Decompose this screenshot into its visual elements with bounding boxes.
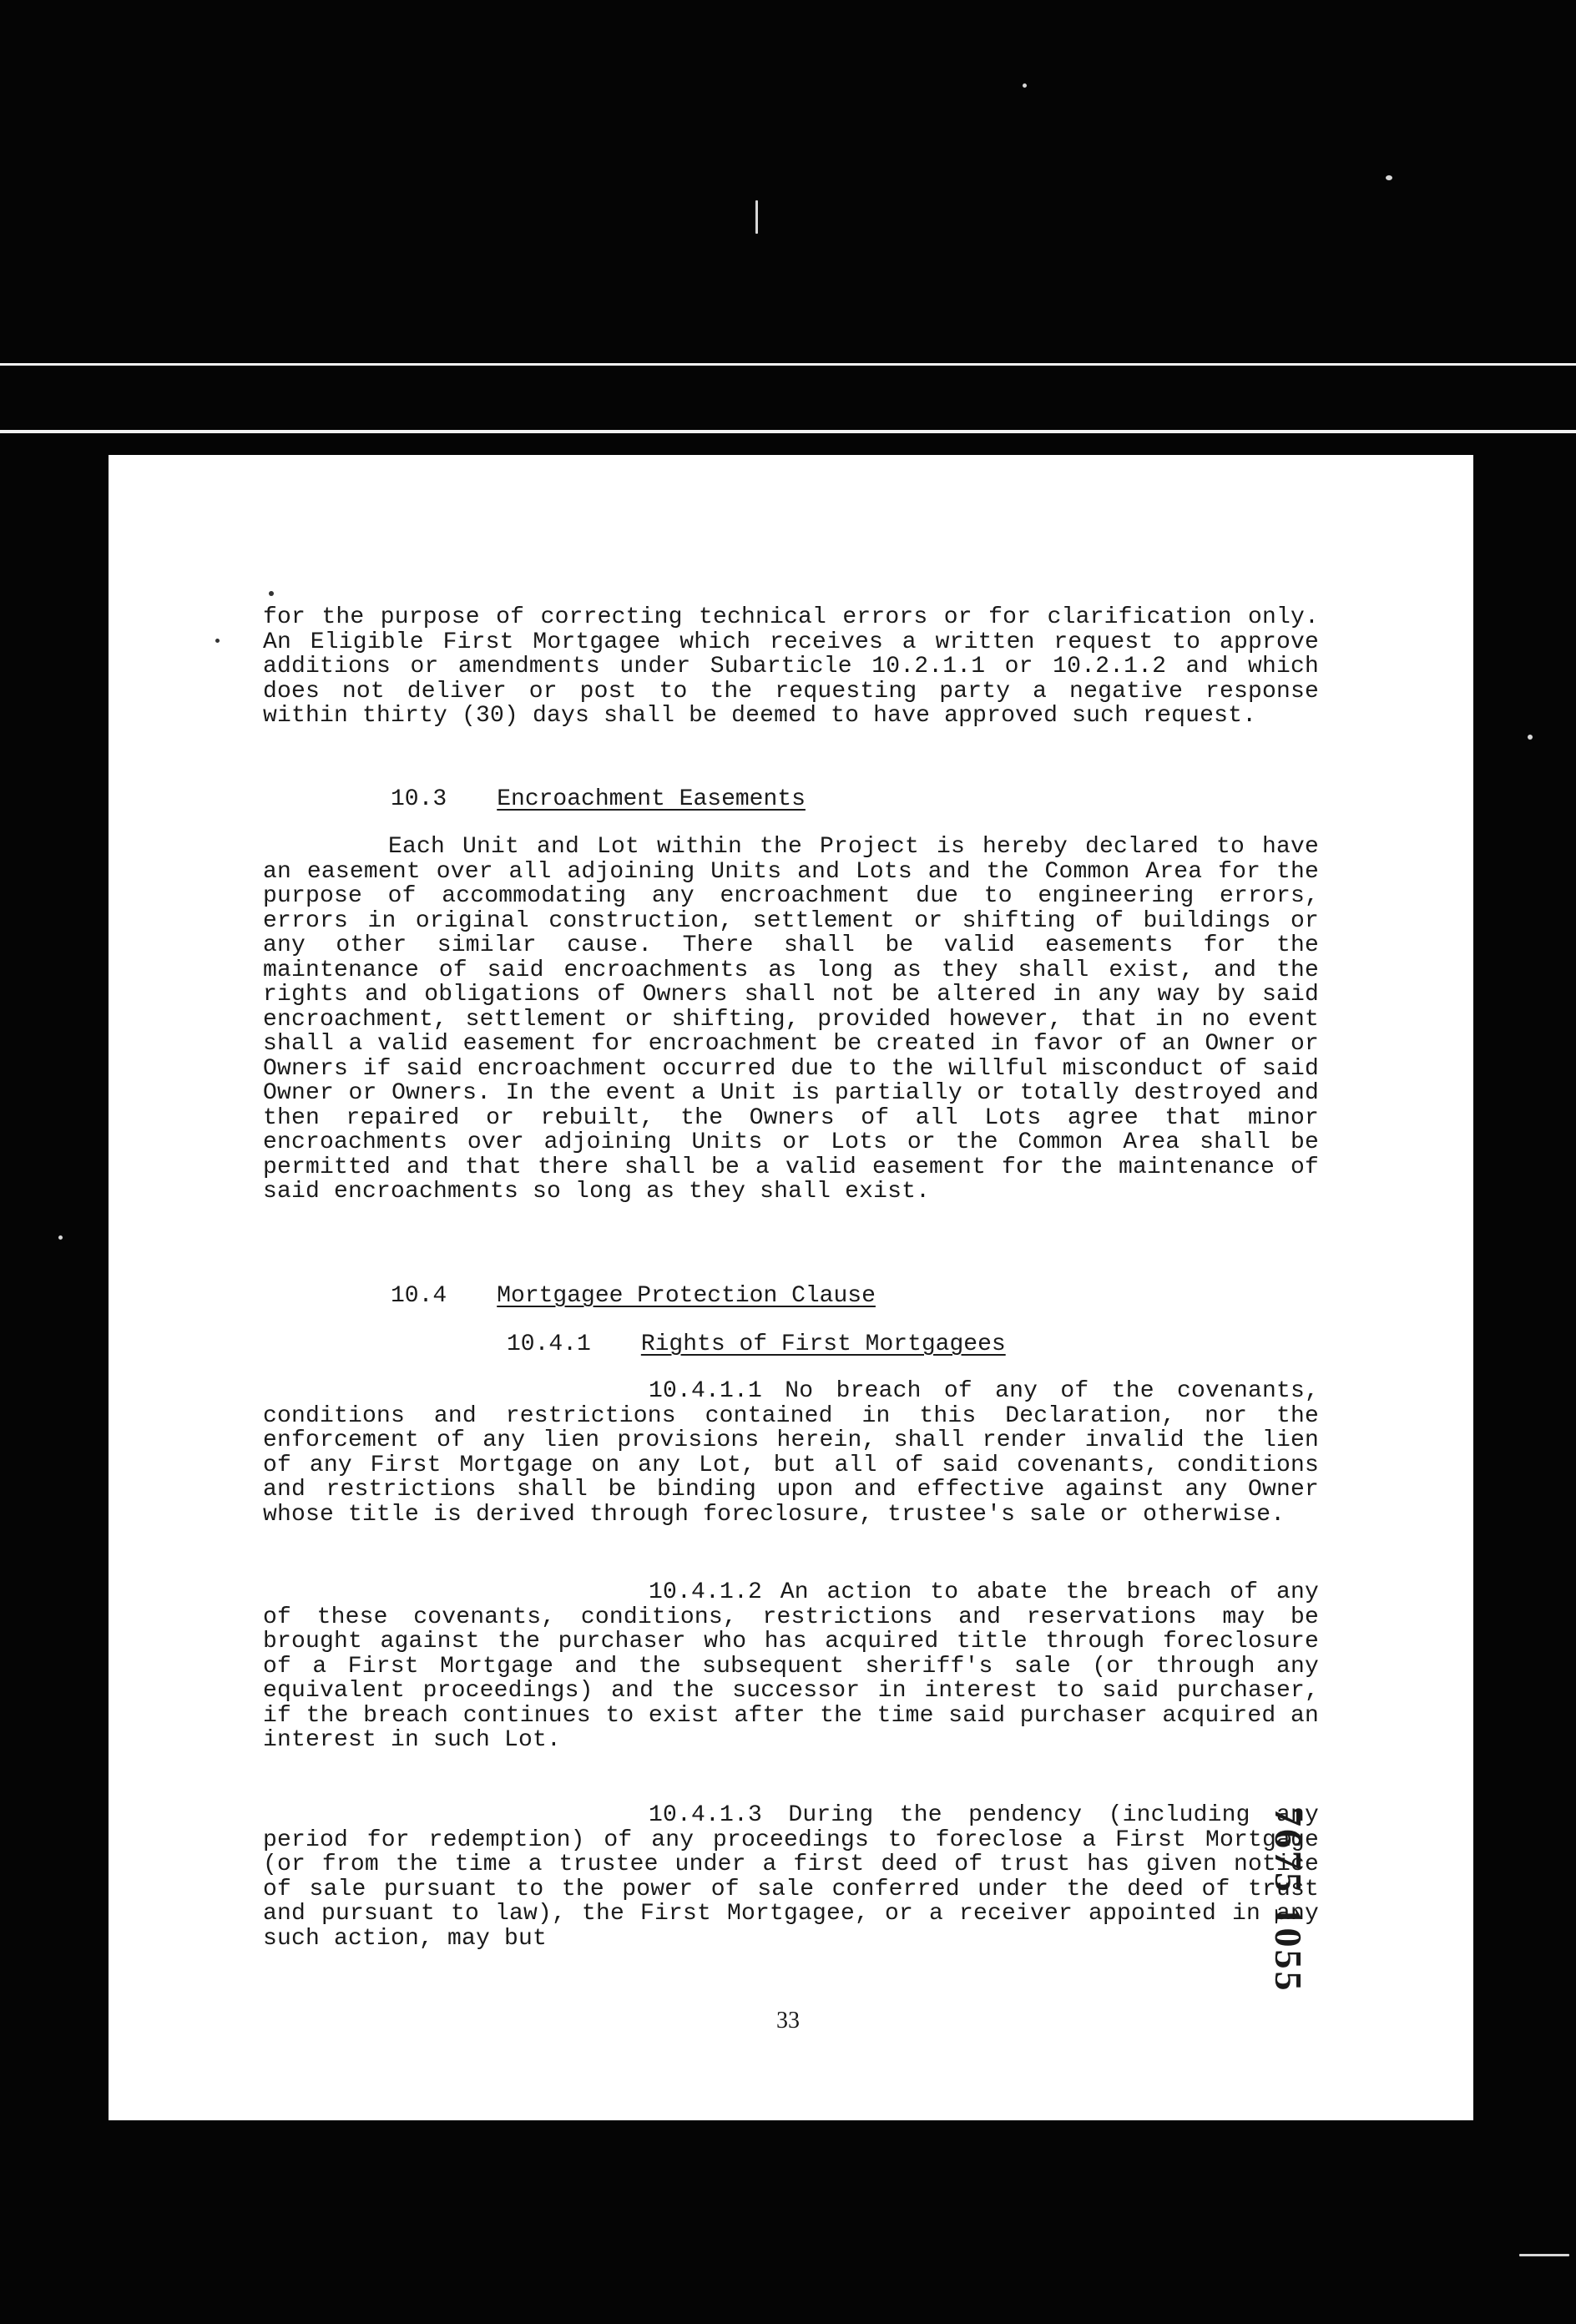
paragraph-10-4-1-2: 10.4.1.2 An action to abate the breach of any of these covenants, conditions, restrictions and reservations may be brought against the purchaser who has acquired title through foreclosure of a First Mortgage and the subsequent sheriff's sale (or through any equivalent proceedings) and the successor in interest to said purchaser, if the breach continues to exist after the time said purchaser acquired an interest in such Lot. — [263, 1579, 1319, 1753]
scan-band-line-top — [0, 363, 1576, 366]
scan-speck — [1519, 2254, 1569, 2256]
scan-speck — [1528, 735, 1533, 740]
paragraph-10-4-1-1: 10.4.1.1 No breach of any of the covenants, conditions and restrictions contained in this Declaration, nor the enforcement of any lien provisions herein, shall render invalid the lien of any First Mortgage on any Lot, but all of said covenants, conditions and restrictions shall be binding upon and effective against any Owner whose title is derived through foreclosure, trustee's sale or otherwise. — [263, 1378, 1319, 1528]
section-heading-10-4 — [391, 1284, 876, 1309]
section-heading-10-4-1 — [507, 1332, 1006, 1357]
section-title: Encroachment Easements — [497, 786, 806, 812]
section-title: Rights of First Mortgagees — [640, 1331, 1006, 1357]
scan-band-line-bottom — [0, 430, 1576, 433]
section-heading-10-3 — [391, 787, 806, 812]
paragraph-continuation: for the purpose of correcting technical errors or for clarification only. An Eligible First Mortgagee which receives a written request to approve additions or amendments under Subarticle 10.2.1.1 or 10.2.1.2 and which does not deliver or post to the requesting party a negative response within thirty (30) days shall be deemed to have approved such request. — [263, 604, 1319, 729]
paragraph-encroachment-easements: Each Unit and Lot within the Project is hereby declared to have an easement over all adjoining Units and Lots and the Common Area for the purpose of accommodating any encroachment due to engineering errors, errors in original construction, settlement or shifting of buildings or any other similar cause. There shall be valid easements for the maintenance of said encroachments as long as they shall exist, and the rights and obligations of Owners shall not be altered in any way by said encroachment, settlement or shifting, provided however, that in no event shall a valid easement for encroachment be created in favor of an Owner or Owners if said encroachment occurred due to the willful misconduct of said Owner or Owners. In the event a Unit is partially or totally destroyed and then repaired or rebuilt, the Owners of all Lots agree that minor encroachments over adjoining Units or Lots or the Common Area shall be permitted and that there shall be a valid easement for the maintenance of said encroachments so long as they shall exist. — [263, 834, 1319, 1205]
section-number: 10.4.1 — [507, 1331, 591, 1357]
paragraph-10-4-1-3: 10.4.1.3 During the pendency (including any period for redemption) of any proceedings to foreclose a First Mortgage (or from the time a trustee under a first deed of trust has given notice of sale pursuant to the power of sale conferred under the deed of trust and pursuant to law), the First Mortgagee, or a receiver appointed in any such action, may but — [263, 1802, 1319, 1952]
section-number: 10.3 — [391, 786, 447, 812]
scan-speck — [58, 1235, 63, 1240]
scan-speck — [1023, 83, 1027, 88]
page-number: 33 — [776, 2008, 800, 2034]
side-stamp: 7675 1055 — [1267, 1807, 1310, 1993]
scan-speck — [1386, 175, 1392, 180]
scan-speck — [755, 200, 758, 234]
section-title: Mortgagee Protection Clause — [497, 1283, 876, 1309]
section-number: 10.4 — [391, 1283, 447, 1309]
page-mark — [215, 639, 220, 643]
page-mark — [269, 591, 274, 596]
